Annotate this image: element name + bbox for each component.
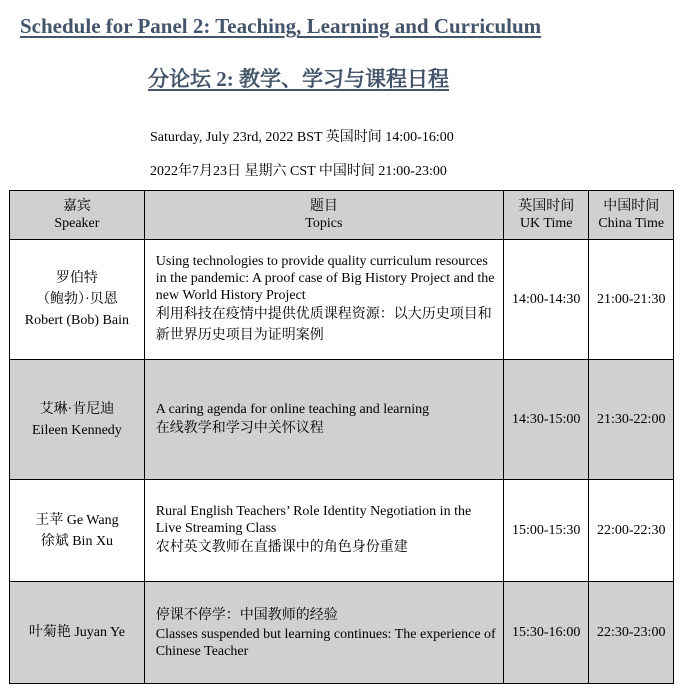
schedule-table [9,190,674,684]
uk-time-cell: 15:00-15:30 [503,480,589,582]
page-title-english: Schedule for Panel 2: Teaching, Learning and Curriculum [20,14,542,38]
topic-cell: A caring agenda for online teaching and learning 在线教学和学习中关怀议程 [144,360,503,480]
uk-time-cell: 15:30-16:00 [503,582,589,684]
uk-time-cell: 14:00-14:30 [503,240,589,360]
table-row [10,240,674,360]
date-line-cst: 2022年7月23日 星期六 CST 中国时间 21:00-23:00 [150,164,447,179]
header-uk-time: 英国时间 UK Time [503,191,589,240]
date-line-bst: Saturday, July 23rd, 2022 BST 英国时间 14:00-16:00 [150,130,454,145]
china-time-cell: 21:30-22:00 [589,360,674,480]
topic-cell: Using technologies to provide quality curriculum resources in the pandemic: A proof case of Big History Project and the new World History Project 利用科技在疫情中提供优质课程资源：以大历史项目和新世界历史项目为证明案例 [144,240,503,360]
table-row [10,480,674,582]
speaker-cell: 罗伯特 （鲍勃）·贝恩 Robert (Bob) Bain [10,240,145,360]
table-row [10,582,674,684]
topic-cell: Rural English Teachers’ Role Identity Negotiation in the Live Streaming Class 农村英文教师在直播课中的角色身份重建 [144,480,503,582]
speaker-cell: 艾琳·肯尼迪 Eileen Kennedy [10,360,145,480]
speaker-cell: 叶菊艳 Juyan Ye [10,582,145,684]
speaker-cell: 王苹 Ge Wang 徐斌 Bin Xu [10,480,145,582]
china-time-cell: 21:00-21:30 [589,240,674,360]
header-topics: 题目 Topics [144,191,503,240]
header-speaker: 嘉宾 Speaker [10,191,145,240]
china-time-cell: 22:00-22:30 [589,480,674,582]
topic-cell: 停课不停学：中国教师的经验 Classes suspended but learning continues: The experience of Chinese Teacher [144,582,503,684]
china-time-cell: 22:30-23:00 [589,582,674,684]
uk-time-cell: 14:30-15:00 [503,360,589,480]
header-china-time: 中国时间 China Time [589,191,674,240]
table-row [10,360,674,480]
table-header-row [10,191,674,240]
page-title-chinese: 分论坛 2: 教学、学习与课程日程 [148,67,449,91]
